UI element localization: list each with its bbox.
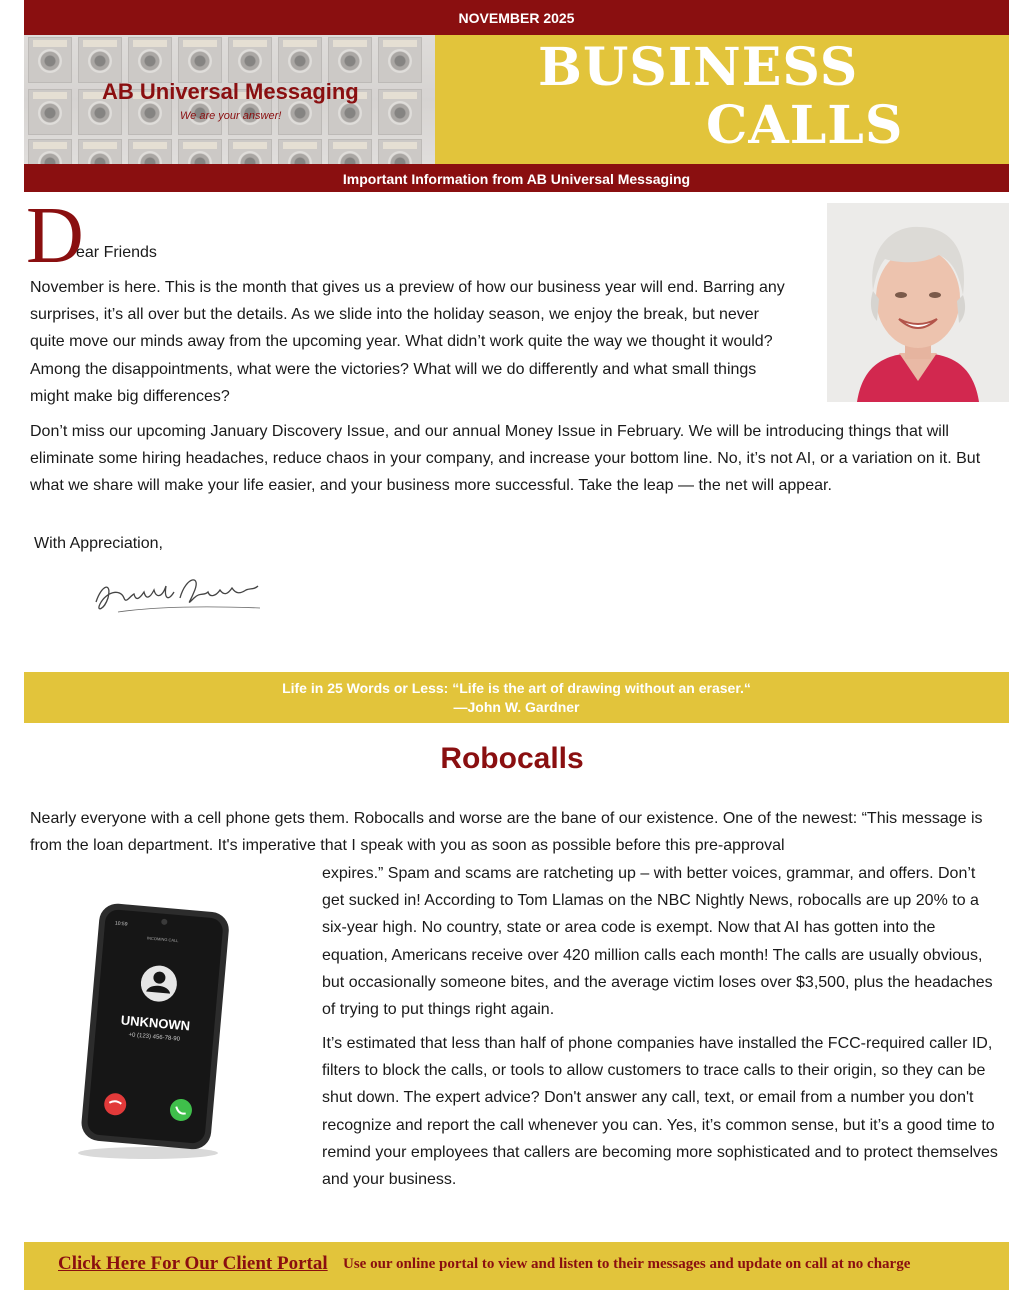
brand-name: AB Universal Messaging xyxy=(102,79,359,104)
author-portrait-image xyxy=(827,203,1009,402)
masthead-title-line1: BUSINESS xyxy=(538,37,859,98)
masthead-title-line2: CALLS xyxy=(706,95,904,156)
letter-closing: With Appreciation, xyxy=(34,535,163,552)
issue-date-bar xyxy=(24,0,1009,35)
phone-illustration xyxy=(70,903,230,1163)
client-portal-link[interactable]: Click Here For Our Client Portal xyxy=(58,1253,328,1274)
brand-banner xyxy=(24,35,435,164)
drop-cap: D xyxy=(26,192,84,280)
letter-greeting: ear Friends xyxy=(76,244,157,261)
issue-date: NOVEMBER 2025 xyxy=(458,10,575,26)
subtitle-bar xyxy=(24,164,1009,192)
article-intro: Nearly everyone with a cell phone gets them. Robocalls and worse are the bane of our existence. One of the newest: “This message is from the loan department. It's imperative that I speak with you as soon as possible before this pre-approval xyxy=(30,810,983,855)
article-paragraph-1: expires.” Spam and scams are ratcheting up – with better voices, grammar, and offers. Don’t get sucked in! According to Tom Llamas on the NBC Nightly News, robocalls are up 20% to a six-year high. No country, state or area code is exempt. Now that AI has gotten into the equation, Americans receive over 420 million calls each month! The calls are usually obvious, but occasionally someone bites, and the average victim loses over $3,500, plus the headaches of trying to put things right again. xyxy=(322,865,993,1019)
phone-caller-name: UNKNOWN xyxy=(120,1012,191,1034)
signature-image xyxy=(90,568,270,624)
article-paragraph-2: It’s estimated that less than half of phone companies have installed the FCC-required caller ID, filters to block the calls, or tools to allow customers to trace calls to their origin, so they can be shut down. The expert advice? Don't answer any call, text, or email from a number you don't recognize and report the call whenever you can. Yes, it’s common sense, but it’s a good time to remind your employees that callers are becoming more sophisticated and to protect themselves and your business. xyxy=(322,1035,998,1189)
article-title: Robocalls xyxy=(440,742,584,775)
portal-description: Use our online portal to view and listen to their messages and update on call at no charge xyxy=(343,1256,911,1272)
quote-author: —John W. Gardner xyxy=(453,699,580,715)
letter-paragraph-1: November is here. This is the month that gives us a preview of how our business year will end. Barring any surprises, it’s all over but the details. As we slide into the holiday season, we enjoy the break, but never quite move our minds away from the upcoming year. What didn’t work quite the way we thought it would? Among the disappointments, what were the victories? What will we do differently and what small things might make big differences? xyxy=(30,279,785,405)
signature xyxy=(90,568,270,624)
letter-paragraph-2: Don’t miss our upcoming January Discovery Issue, and our annual Money Issue in February. We will be introducing things that will eliminate some hiring headaches, reduce chaos in your company, and increase your bottom line. No, it’s not AI, or a variation on it. But what we share will make your life easier, and your business more successful. Take the leap — the net will appear. xyxy=(30,423,981,495)
quote-bar xyxy=(24,672,1009,723)
smartphone-image xyxy=(70,903,230,1163)
phone-time: 10:59 xyxy=(114,920,128,928)
quote-text: Life in 25 Words or Less: “Life is the art of drawing without an eraser.“ xyxy=(282,680,751,696)
phone-caller-number: +0 (123) 456-78-90 xyxy=(128,1032,181,1043)
phone-call-status: INCOMING CALL xyxy=(146,935,179,944)
brand-tagline: We are your answer! xyxy=(180,110,282,122)
masthead xyxy=(435,35,1009,164)
footer-bar xyxy=(24,1242,1009,1290)
subtitle: Important Information from AB Universal Messaging xyxy=(342,171,691,187)
author-photo xyxy=(827,203,1009,402)
